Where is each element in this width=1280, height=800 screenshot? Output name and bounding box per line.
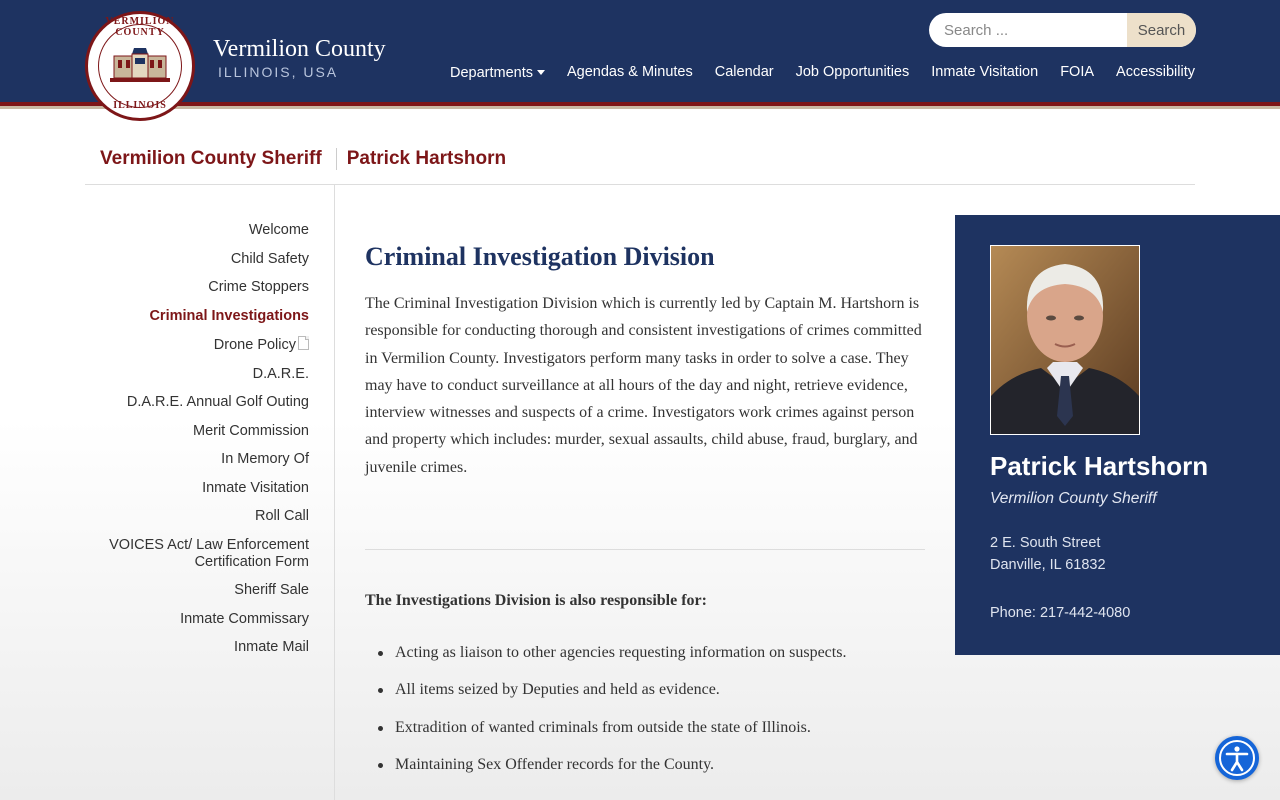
sheriff-photo <box>990 245 1140 435</box>
sidebar-item-sheriff-sale[interactable]: Sheriff Sale <box>234 582 309 598</box>
sheriff-name: Patrick Hartshorn <box>990 451 1209 481</box>
site-title[interactable]: Vermilion County <box>213 36 386 62</box>
content-divider <box>365 549 925 550</box>
caret-down-icon <box>537 70 545 75</box>
sidebar-item-inmate-mail[interactable]: Inmate Mail <box>234 639 309 655</box>
sidebar-item-dare-golf-outing[interactable]: D.A.R.E. Annual Golf Outing <box>126 394 309 410</box>
main-nav <box>450 64 1195 82</box>
nav-job-opportunities[interactable]: Job Opportunities <box>795 64 910 80</box>
sidebar-item-roll-call[interactable]: Roll Call <box>255 508 309 524</box>
list-item: All items seized by Deputies and held as evidence. <box>365 677 935 703</box>
sidebar-nav <box>85 222 309 668</box>
nav-departments-label: Departments <box>449 65 533 81</box>
breadcrumb-divider <box>336 148 337 170</box>
responsibilities-list <box>365 640 935 789</box>
nav-accessibility[interactable]: Accessibility <box>1116 64 1195 80</box>
header-stripe-accent <box>0 106 1280 109</box>
sheriff-title: Vermilion County Sheriff <box>990 490 1157 507</box>
courthouse-icon <box>106 44 174 88</box>
nav-inmate-visitation[interactable]: Inmate Visitation <box>931 64 1039 80</box>
accessibility-widget-button[interactable] <box>1215 736 1259 780</box>
seal-bottom-text: ILLINOIS <box>113 100 167 111</box>
sidebar-item-drone-policy[interactable] <box>85 336 309 354</box>
sidebar-item-drone-policy-label: Drone Policy <box>213 337 296 353</box>
nav-foia[interactable]: FOIA <box>1060 64 1095 80</box>
breadcrumb-patrick-hartshorn[interactable]: Patrick Hartshorn <box>346 148 507 169</box>
sidebar-item-voices-act[interactable]: VOICES Act/ Law Enforcement Certification Form <box>109 536 309 570</box>
pdf-file-icon <box>298 336 309 350</box>
sidebar-item-crime-stoppers[interactable]: Crime Stoppers <box>208 279 309 295</box>
list-item: Maintaining Sex Offender records for the County. <box>365 752 935 778</box>
sheriff-profile-card <box>955 215 1280 655</box>
sidebar-item-welcome[interactable]: Welcome <box>248 222 309 238</box>
address-line-1: 2 E. South Street <box>990 535 1101 551</box>
list-item: Extradition of wanted criminals from outside the state of Illinois. <box>365 715 935 741</box>
seal-top-text: VERMILION COUNTY <box>105 16 175 38</box>
search-input[interactable] <box>929 13 1127 47</box>
sidebar-divider <box>334 185 335 800</box>
breadcrumb-divider-line <box>85 184 1195 185</box>
page-title: Criminal Investigation Division <box>365 242 715 271</box>
sidebar-item-in-memory-of[interactable]: In Memory Of <box>221 451 309 467</box>
sidebar-item-merit-commission[interactable]: Merit Commission <box>192 422 309 439</box>
portrait-image <box>991 246 1139 434</box>
search-form <box>929 13 1196 47</box>
division-description: The Criminal Investigation Division which is currently led by Captain M. Hartshorn is responsible for conducting thorough and consistent investigations of crimes committed in Vermilion County. Investigators perform many tasks in order to solve a case. They may have to conduct surveillance at all hours of the day and night, retrieve evidence, interview witnesses and suspects of a crime. Investigators work crimes against person and property which includes: murder, sexual assaults, child abuse, fraud, burglary, and juvenile crimes. <box>365 295 922 476</box>
breadcrumb <box>100 148 506 170</box>
nav-calendar[interactable]: Calendar <box>714 64 774 80</box>
nav-departments[interactable] <box>450 64 545 82</box>
search-button[interactable]: Search <box>1127 13 1196 47</box>
accessibility-person-icon <box>1215 736 1259 780</box>
sidebar-item-criminal-investigations[interactable]: Criminal Investigations <box>149 307 309 324</box>
sidebar-item-inmate-commissary[interactable]: Inmate Commissary <box>180 610 309 627</box>
sidebar-item-inmate-visitation[interactable]: Inmate Visitation <box>202 479 309 496</box>
breadcrumb-sheriff[interactable]: Vermilion County Sheriff <box>100 148 322 169</box>
list-item: Acting as liaison to other agencies requesting information on suspects. <box>365 640 935 666</box>
address-line-2: Danville, IL 61832 <box>990 557 1106 573</box>
sidebar-item-child-safety[interactable]: Child Safety <box>230 250 309 267</box>
site-subtitle: ILLINOIS, USA <box>218 64 339 80</box>
nav-agendas-minutes[interactable]: Agendas & Minutes <box>567 64 693 80</box>
county-seal-logo[interactable] <box>85 11 195 121</box>
responsibilities-heading: The Investigations Division is also responsible for: <box>365 592 707 609</box>
phone-number[interactable]: Phone: 217-442-4080 <box>990 605 1131 621</box>
sidebar-item-dare[interactable]: D.A.R.E. <box>252 365 309 382</box>
